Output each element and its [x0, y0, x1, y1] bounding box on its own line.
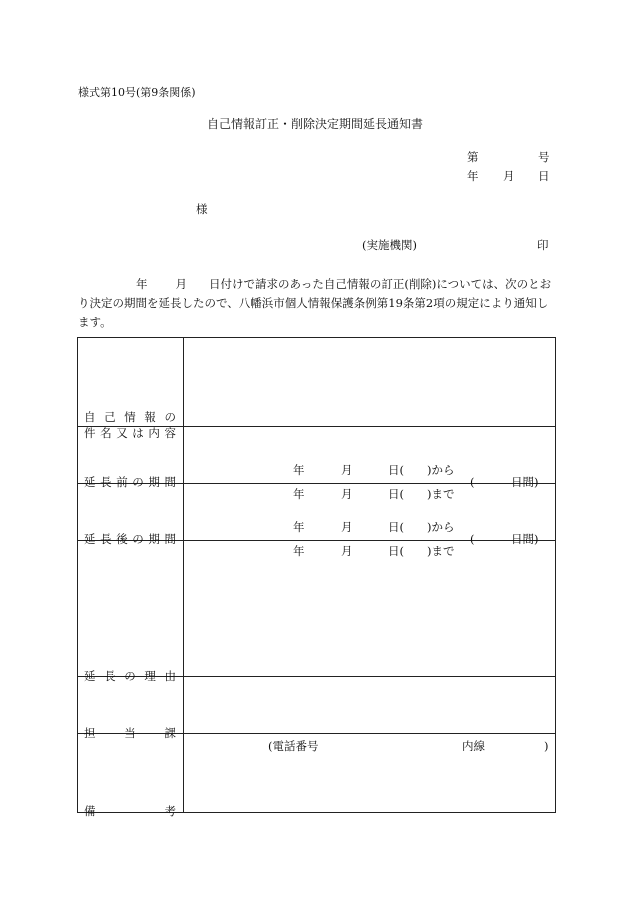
- value-cell-info[interactable]: [184, 338, 556, 427]
- label-after: 延 長 後 の 期 間: [84, 532, 176, 546]
- label-info-line2: 件 名 又 は 内 容: [84, 426, 176, 440]
- value-cell-reason[interactable]: [184, 541, 556, 677]
- label-info-line1: 自 己 情 報 の: [84, 410, 176, 424]
- addressee-suffix: 様: [196, 202, 208, 216]
- date-year: 年: [467, 169, 479, 183]
- value-cell-remarks[interactable]: [184, 734, 556, 813]
- phone-label: (電話番号: [268, 739, 319, 753]
- body-text: 日付けで請求のあった自己情報の訂正(削除)については、次のとおり決定の期間を延長したので、八幡浜市個人情報保護条例第19条第2項の規定により通知します。: [78, 277, 552, 329]
- value-cell-before[interactable]: 年 月 日( )から 年 月 日( )まで ( 日間): [184, 427, 556, 484]
- label-reason: 延 長 の 理 由: [84, 668, 176, 683]
- body-year: 年: [136, 277, 148, 291]
- label-department: 担 当 課: [84, 726, 176, 740]
- agency-label: (実施機関): [362, 238, 417, 252]
- date-month: 月: [503, 169, 515, 183]
- label-cell-department: [78, 677, 184, 740]
- document-title: 自己情報訂正・削除決定期間延長通知書: [206, 117, 423, 131]
- notice-table: [77, 337, 556, 818]
- label-cell-info: [78, 338, 184, 440]
- number-prefix: 第: [467, 150, 479, 164]
- label-before: 延 長 前 の 期 間: [84, 475, 176, 489]
- label-cell-remarks: [78, 734, 184, 818]
- body-paragraph: [78, 275, 554, 332]
- body-month: 月: [175, 277, 187, 291]
- value-cell-department[interactable]: [184, 677, 556, 753]
- seal-mark: 印: [537, 238, 549, 252]
- date-day: 日: [538, 169, 550, 183]
- value-cell-after[interactable]: 年 月 日( )から 年 月 日( )まで ( 日間): [184, 484, 556, 541]
- number-suffix: 号: [538, 150, 550, 164]
- label-remarks: 備 考: [84, 804, 176, 818]
- extension-label: 内線: [462, 739, 485, 753]
- label-cell-reason: [78, 541, 184, 683]
- form-number: 様式第10号(第9条関係): [78, 86, 196, 99]
- label-cell-after: [78, 484, 184, 546]
- phone-close: ): [544, 739, 549, 753]
